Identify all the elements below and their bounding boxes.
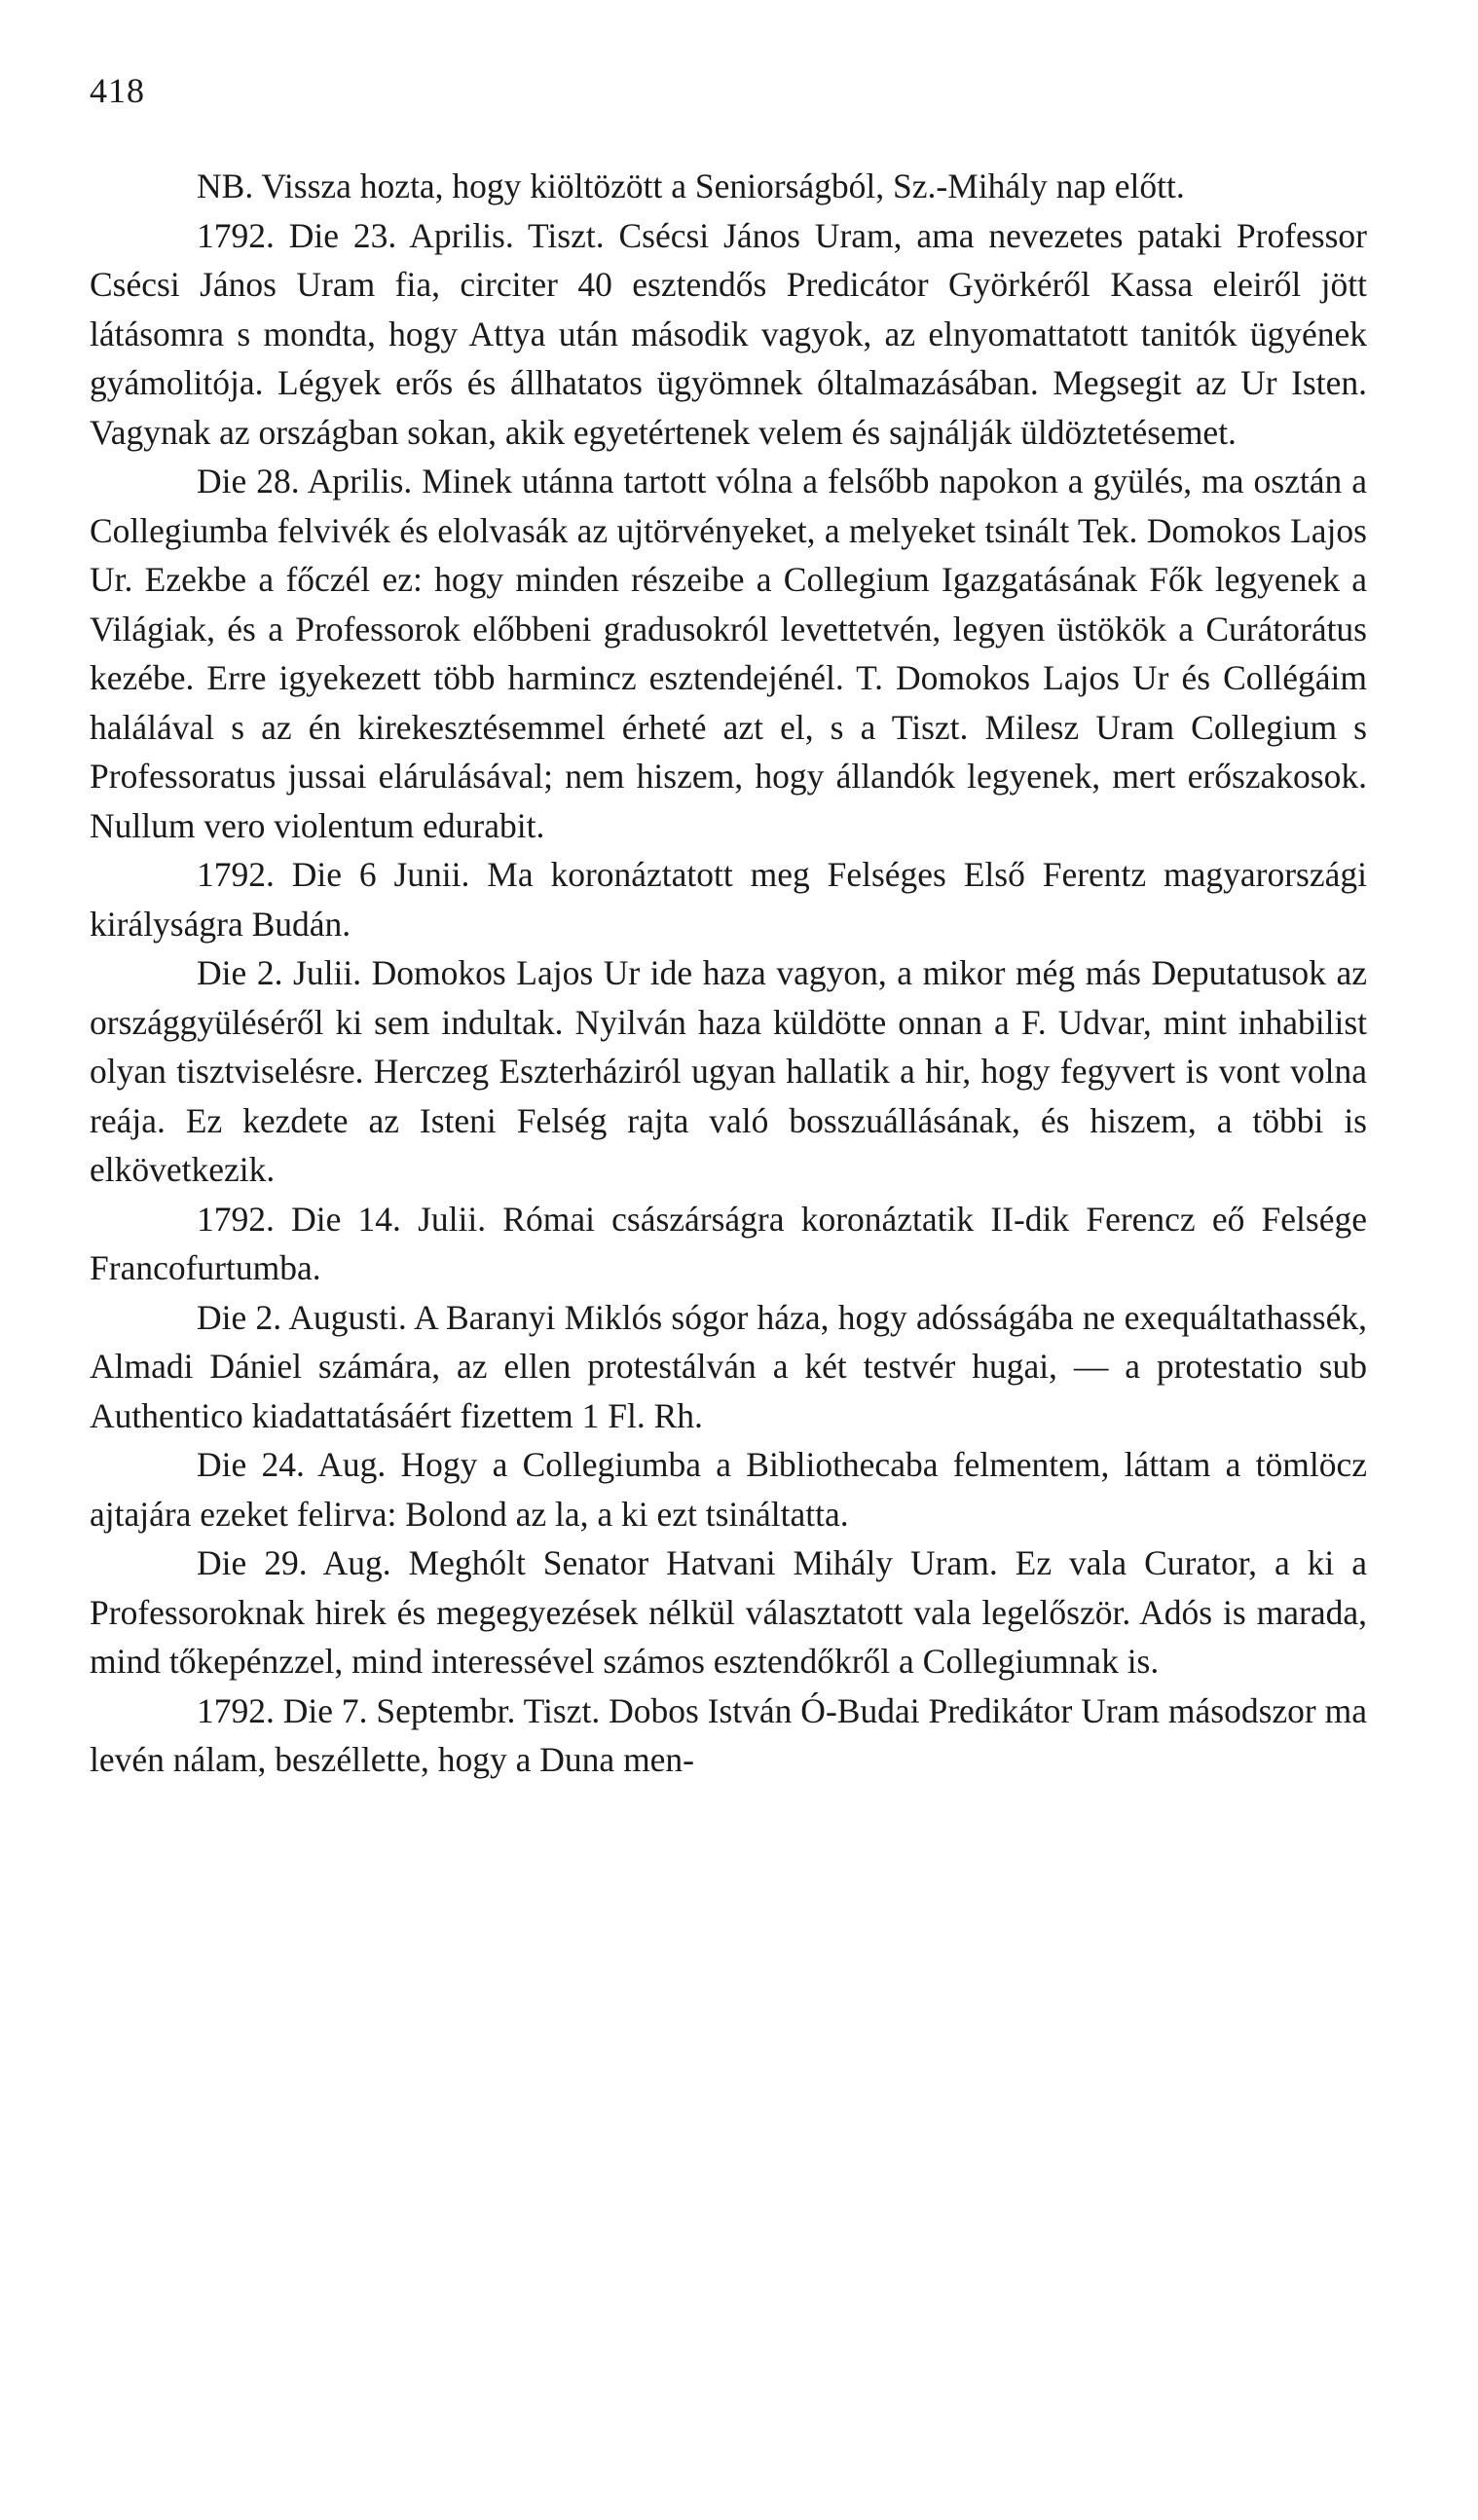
paragraph-1792-07-02: Die 2. Julii. Domokos Lajos Ur ide haza vagyon, a mikor még más Deputatusok az országgyüléséről ki sem indultak. Nyilván haza küldötte onnan a F. Udvar, mint inhabilist olyan tisztviselésre. Herczeg Eszterháziról ugyan hallatik a hir, hogy fegyvert is vont volna reája. Ez kezdete az Isteni Felség rajta való bosszuállásának, és hiszem, a többi is elkövetkezik. — [90, 953, 1367, 1189]
paragraph-1792-08-02: Die 2. Augusti. A Baranyi Miklós sógor háza, hogy adósságába ne exequáltathassék, Almadi Dániel számára, az ellen protestálván a két testvér hugai, — a protestatio sub Authentico kiadattatásáért fizettem 1 Fl. Rh. — [90, 1297, 1367, 1435]
paragraph-1792-08-29: Die 29. Aug. Meghólt Senator Hatvani Mihály Uram. Ez vala Curator, a ki a Professoroknak hirek és megegyezések nélkül választatott vala legelőször. Adós is marada, mind tőkepénzzel, mind interessével számos esztendőkről a Collegiumnak is. — [90, 1543, 1367, 1681]
paragraph-1792-04-23: 1792. Die 23. Aprilis. Tiszt. Csécsi János Uram, ama nevezetes pataki Professor Csécsi János Uram fia, circiter 40 esztendős Predicátor Györkéről Kassa eleiről jött látásomra s mondta, hogy Attya után második vagyok, az elnyomattatott tanitók ügyének gyámolitója. Légyek erős és állhatatos ügyömnek óltalmazásában. Megsegit az Ur Isten. Vagynak az országban sokan, akik egyetértenek velem és sajnálják üldöztetésemet. — [90, 215, 1367, 452]
paragraph-1792-08-24: Die 24. Aug. Hogy a Collegiumba a Bibliothecaba felmentem, láttam a tömlöcz ajtajára ezeket felirva: Bolond az la, a ki ezt tsináltatta. — [90, 1445, 1367, 1534]
body-text — [90, 162, 1367, 1785]
paragraph-1792-09-07: 1792. Die 7. Septembr. Tiszt. Dobos István Ó-Budai Predikátor Uram másodszor ma levén nálam, beszéllette, hogy a Duna men- — [90, 1690, 1367, 1779]
paragraph-1792-04-28: Die 28. Aprilis. Minek utánna tartott vólna a felsőbb napokon a gyülés, ma osztán a Collegiumba felvivék és elolvasák az ujtörvényeket, a melyeket tsinált Tek. Domokos Lajos Ur. Ezekbe a főczél ez: hogy minden részeibe a Collegium Igazgatásának Fők legyenek a Világiak, és a Professorok előbbeni gradusokról levettetvén, legyen üstökök a Curátorátus kezébe. Erre igyekezett több harmincz esztendejénél. T. Domokos Lajos Ur és Collégáim halálával s az én kirekesztésemmel érheté azt el, s a Tiszt. Milesz Uram Collegium s Professoratus jussai elárulásával; nem hiszem, hogy állandók legyenek, mert erőszakosok. Nullum vero violentum edurabit. — [90, 462, 1367, 845]
page-number: 418 — [90, 71, 145, 110]
paragraph-1792-06-06: 1792. Die 6 Junii. Ma koronáztatott meg Felséges Első Ferentz magyarországi királyságra Budán. — [90, 855, 1367, 944]
paragraph-1792-07-14: 1792. Die 14. Julii. Római császárságra koronáztatik II-dik Ferencz eő Felsége Francofurtumba. — [90, 1199, 1367, 1287]
paragraph-nb: NB. Vissza hozta, hogy kiöltözött a Seniorságból, Sz.-Mihály nap előtt. — [197, 167, 1185, 205]
